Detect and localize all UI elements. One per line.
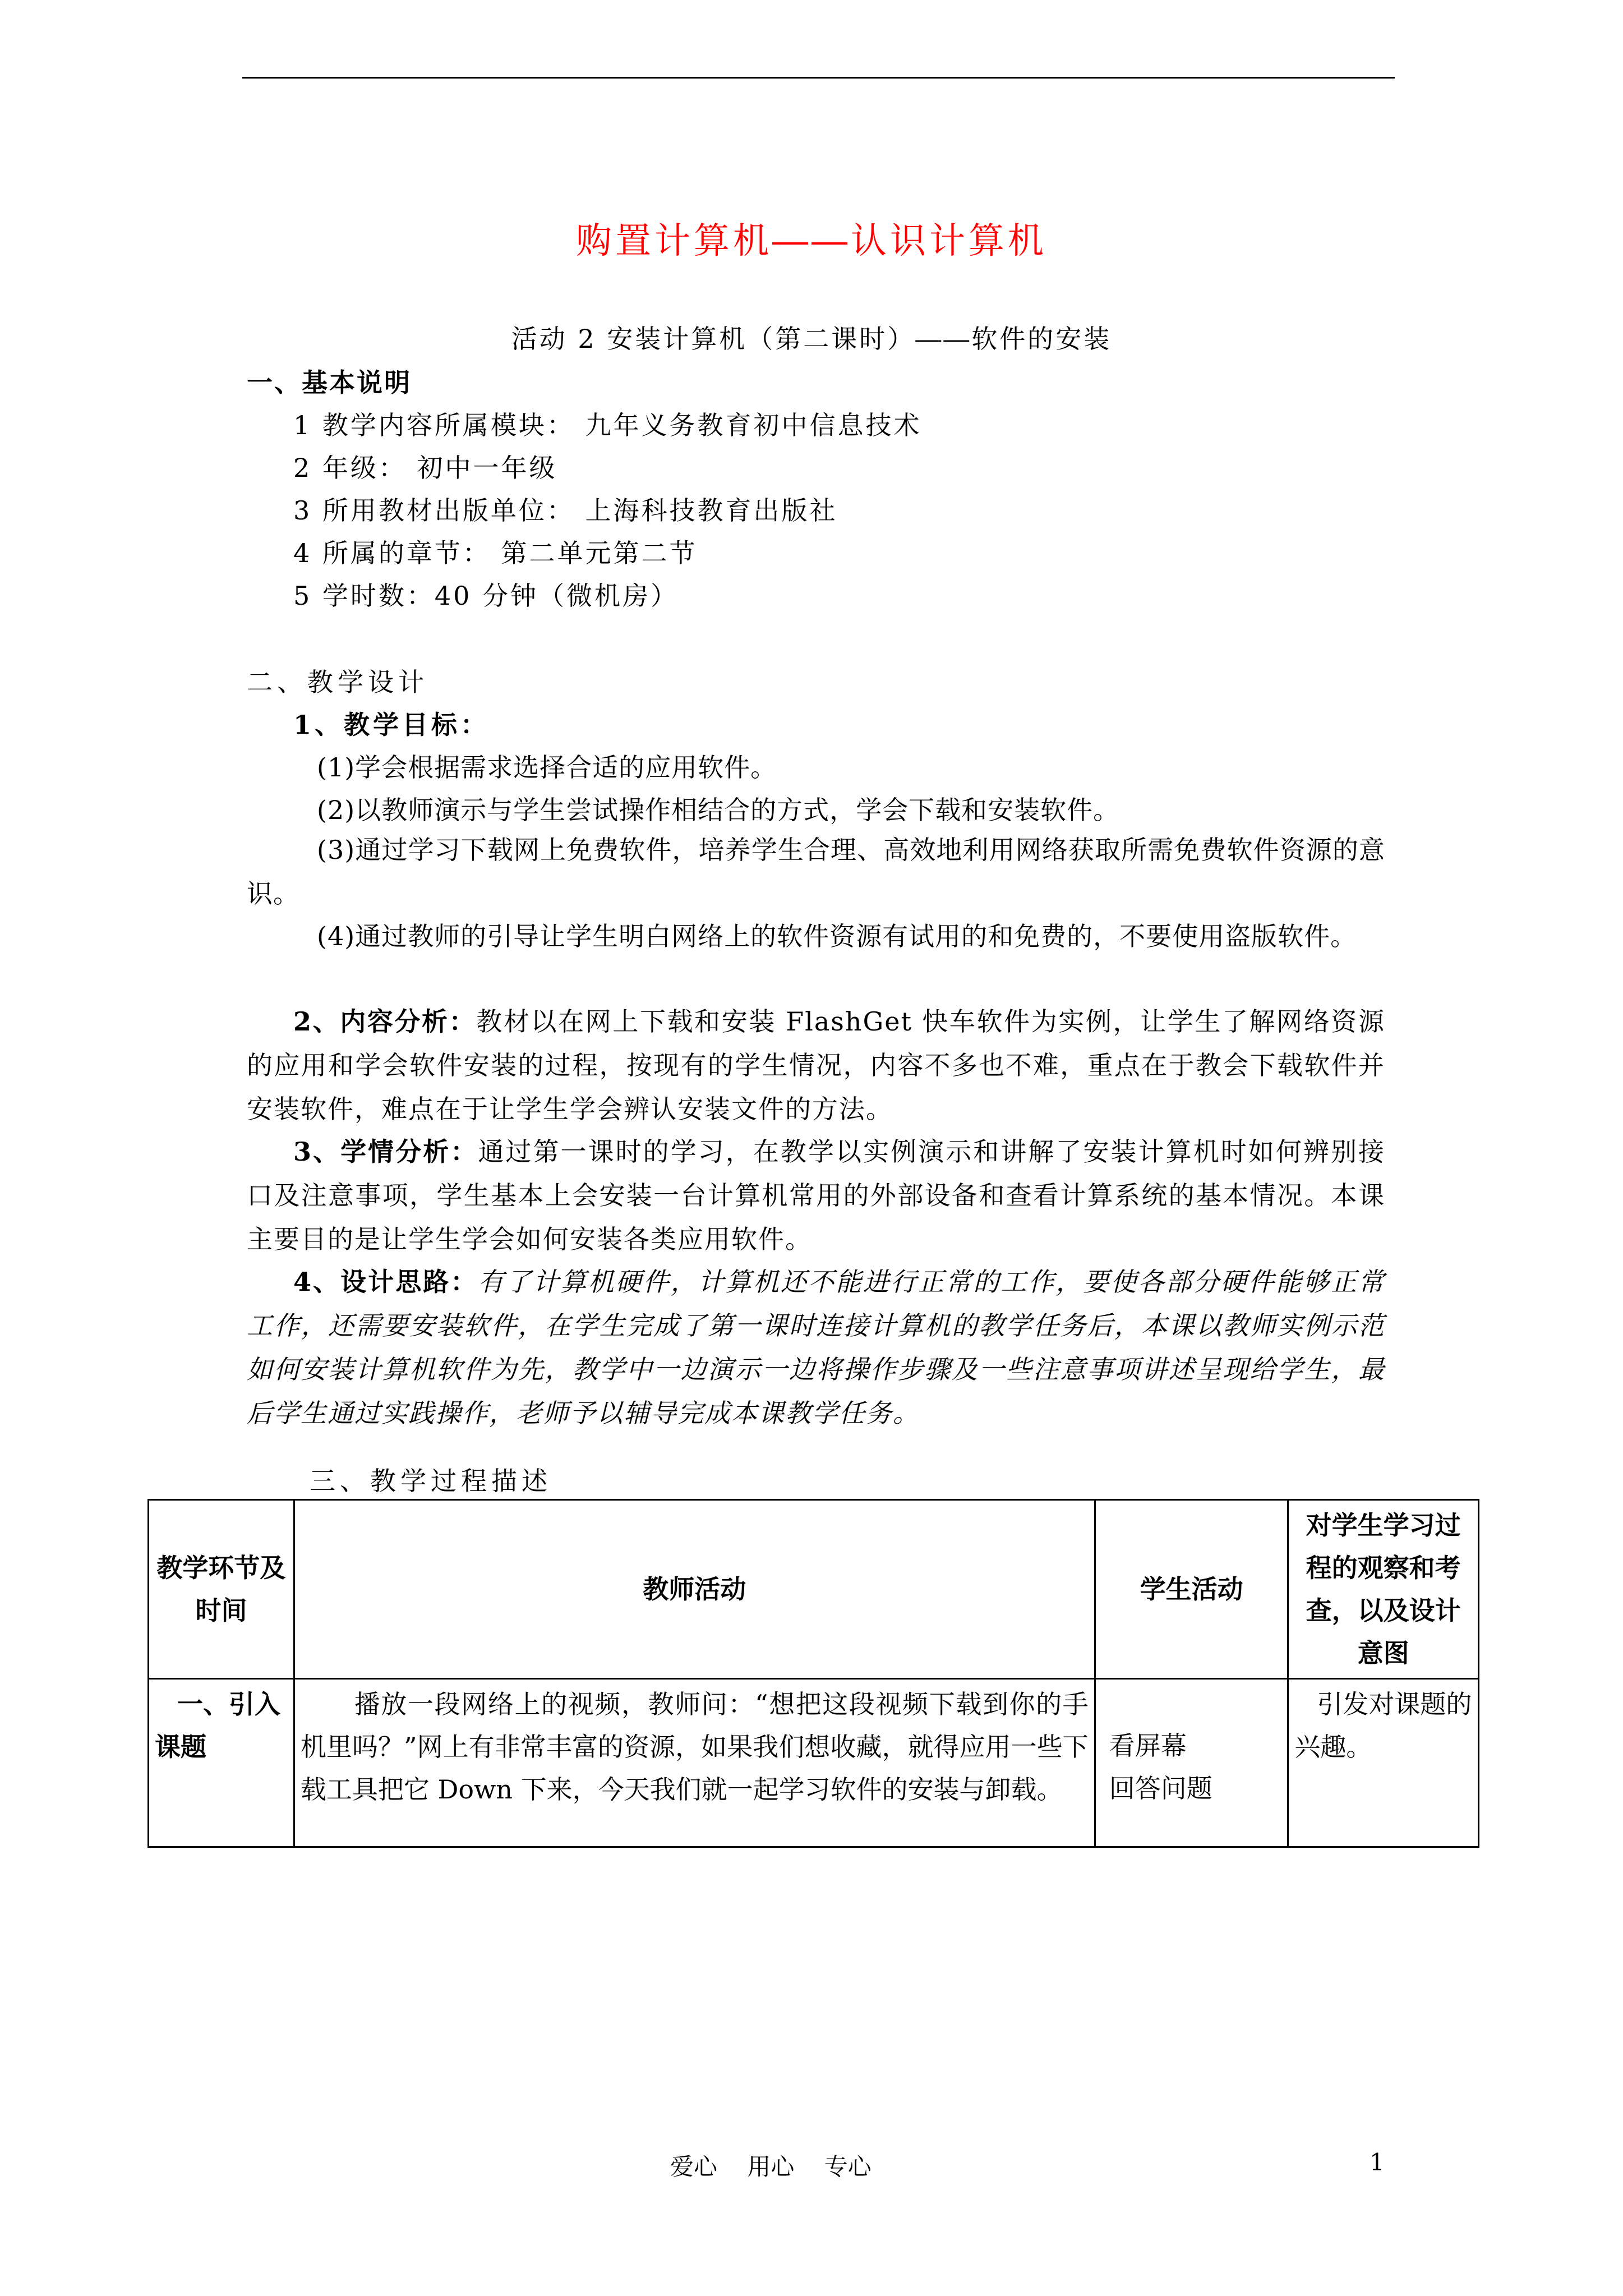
student-activity-line: 回答问题 [1109,1773,1212,1803]
basic-info-item: 2 年级： 初中一年级 [293,453,557,483]
basic-info-item: 5 学时数：40 分钟（微机房） [293,581,679,611]
table-header-row [149,1500,1479,1679]
column-header: 学生活动 [1095,1500,1288,1679]
goals-heading: 1、教学目标： [293,710,490,740]
footer-motto: 爱心 用心 专心 [670,2153,872,2180]
design-idea-paragraph [247,1260,1385,1435]
observation-cell: 引发对课题的兴趣。 [1288,1679,1479,1847]
document-title: 购置计算机――认识计算机 [576,220,1047,262]
basic-info-item: 4 所属的章节： 第二单元第二节 [293,538,698,568]
basic-info-item: 3 所用教材出版单位： 上海科技教育出版社 [293,495,838,526]
goal-item: (2)以教师演示与学生尝试操作相结合的方式，学会下载和安装软件。 [317,795,1120,825]
student-activity-line: 看屏幕 [1109,1731,1187,1761]
content-analysis-label: 2、内容分析： [293,1006,477,1037]
content-analysis-text: 教材以在网上下载和安装 FlashGet 快车软件为实例，让学生了解网络资源的应用和学会软件安装的过程，按现有的学生情况，内容不多也不难，重点在于教会下载软件并安装软件，难点在于让学生学会辨认安装文件的方法。 [247,1006,1386,1124]
section1-heading: 一、基本说明 [247,367,412,398]
section3-heading: 三、教学过程描述 [310,1466,552,1496]
design-idea-label: 4、设计思路： [293,1267,478,1297]
learner-analysis-text: 通过第一课时的学习，在教学以实例演示和讲解了安装计算机时如何辨别接口及注意事项，学生基本上会安装一台计算机常用的外部设备和查看计算系统的基本情况。本课主要目的是让学生学会如何安装各类应用软件。 [247,1137,1386,1254]
goal-item: (3)通过学习下载网上免费软件，培养学生合理、高效地利用网络获取所需免费软件资源的意识。 [247,835,1385,909]
student-activity-cell [1095,1679,1288,1847]
teacher-activity-cell: 播放一段网络上的视频，教师问：“想把这段视频下载到你的手机里吗？”网上有非常丰富的资源，如果我们想收藏，就得应用一些下载工具把它 Down 下来，今天我们就一起学习软件的安装与卸载。 [294,1679,1095,1847]
learner-analysis-label: 3、学情分析： [293,1137,478,1167]
section2-heading: 二、教学设计 [247,667,428,697]
teaching-process-table [147,1499,1479,1848]
table-row [149,1679,1479,1847]
learner-analysis-paragraph [247,1130,1385,1261]
stage-cell: 一、引入课题 [149,1679,294,1847]
column-header: 教学环节及时间 [149,1500,294,1679]
goal-item: (4)通过教师的引导让学生明白网络上的软件资源有试用的和免费的，不要使用盗版软件。 [317,921,1357,951]
page-number: 1 [1370,2148,1385,2176]
header-rule [242,77,1395,79]
column-header: 教师活动 [294,1500,1095,1679]
goal-item: (1)学会根据需求选择合适的应用软件。 [317,752,777,783]
design-idea-text: 有了计算机硬件，计算机还不能进行正常的工作，要使各部分硬件能够正常工作，还需要安装软件，在学生完成了第一课时连接计算机的教学任务后，本课以教师实例示范如何安装计算机软件为先，教学中一边演示一边将操作步骤及一些注意事项讲述呈现给学生，最后学生通过实践操作，老师予以辅导完成本课教学任务。 [247,1267,1386,1428]
document-subtitle: 活动 2 安装计算机（第二课时）――软件的安装 [511,324,1112,354]
column-header: 对学生学习过程的观察和考查，以及设计意图 [1288,1500,1479,1679]
content-analysis-paragraph [247,1000,1385,1131]
basic-info-item: 1 教学内容所属模块： 九年义务教育初中信息技术 [293,410,922,440]
